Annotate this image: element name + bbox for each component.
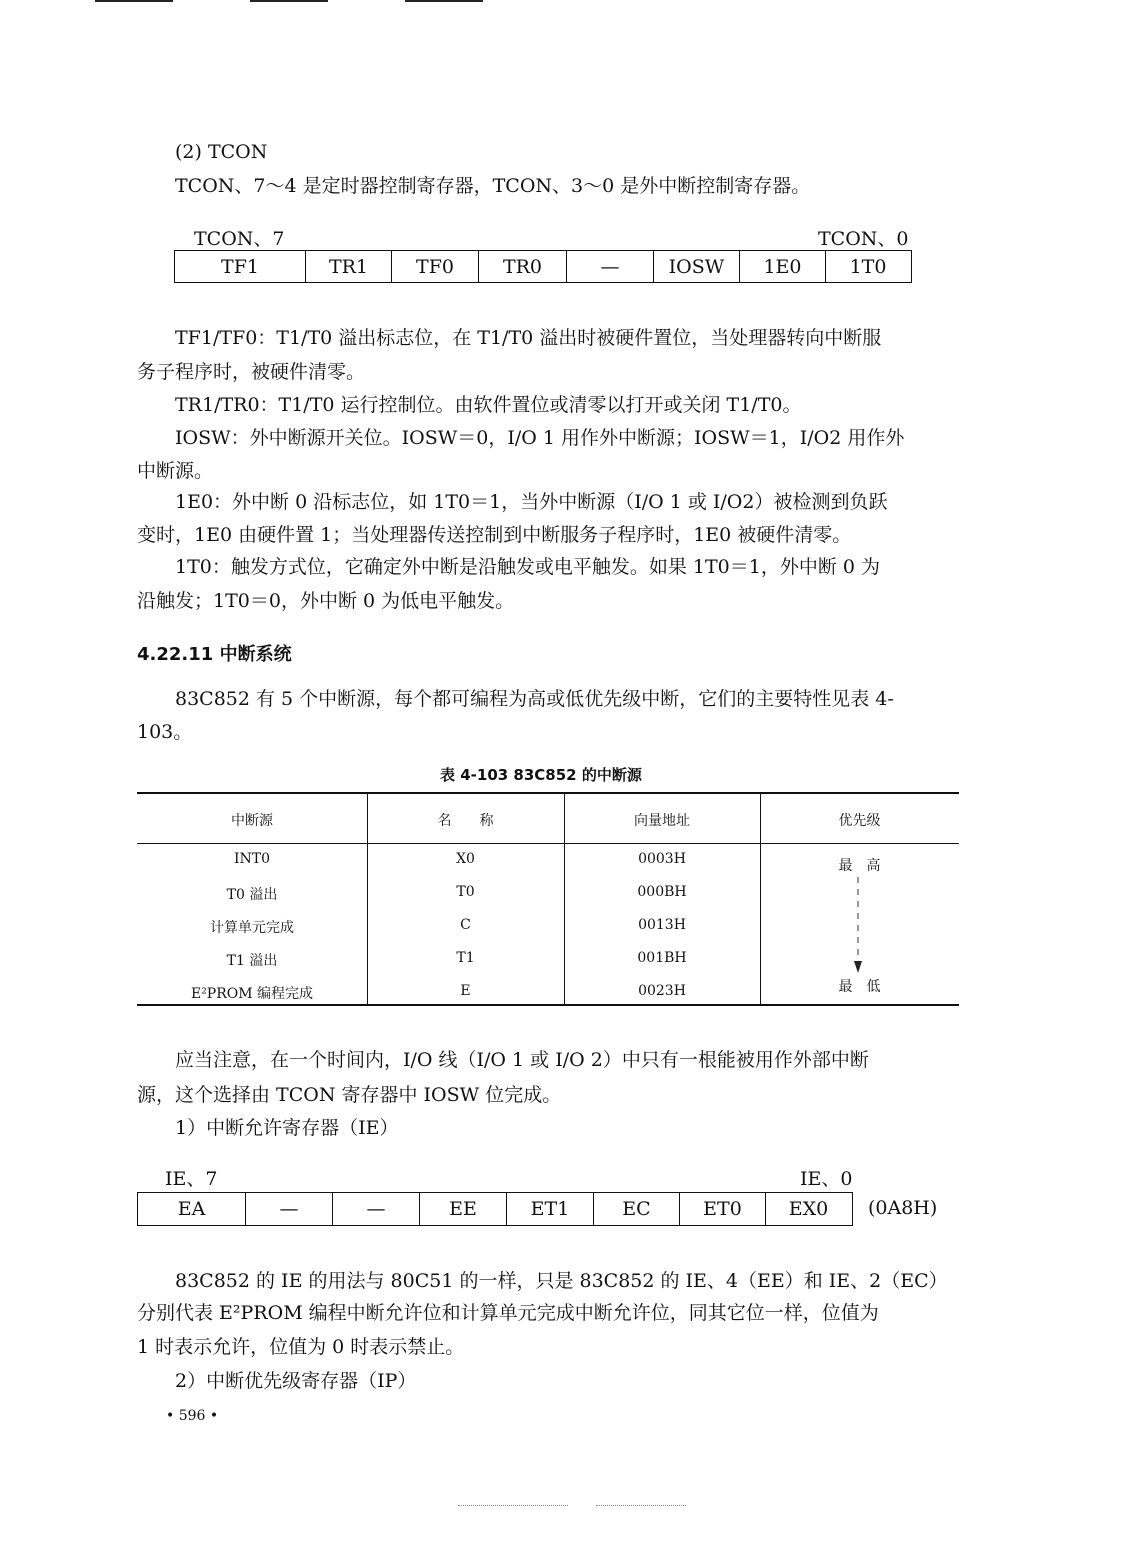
table-cell-vector: 000BH <box>637 884 687 900</box>
tf-desc-line2: 务子程序时，被硬件清零。 <box>137 361 366 383</box>
section-heading: 4.22.11 中断系统 <box>137 644 292 665</box>
intro-line1: 83C852 有 5 个中断源，每个都可编程为高或低优先级中断，它们的主要特性见表 4- <box>175 688 894 710</box>
tcon-label-right: TCON、0 <box>818 228 909 250</box>
it0-desc-line1: 1T0：触发方式位，它确定外中断是沿触发或电平触发。如果 1T0＝1，外中断 0 为 <box>175 556 880 578</box>
iosw-desc-line2: 中断源。 <box>137 460 214 482</box>
ie-address: (0A8H) <box>868 1197 938 1219</box>
tf-desc-line1: TF1/TF0：T1/T0 溢出标志位，在 T1/T0 溢出时被硬件置位，当处理器转向中断服 <box>175 327 882 349</box>
tcon-title: (2) TCON <box>175 141 268 163</box>
priority-highest: 最 高 <box>838 858 881 874</box>
ie-bit-1: ET0 <box>680 1193 766 1225</box>
ie-label-right: IE、0 <box>800 1168 853 1190</box>
ie-bit-2: EC <box>594 1193 680 1225</box>
table-cell-vector: 0003H <box>638 851 686 867</box>
table-cell-vector: 001BH <box>637 950 687 966</box>
priority-arrow-icon <box>852 875 864 975</box>
ie-bit-0: EX0 <box>788 1198 829 1220</box>
table-cell-name: T1 <box>456 950 475 966</box>
table-header-name: 名 称 <box>437 813 494 829</box>
intro-line2: 103。 <box>137 721 193 743</box>
note-line2: 源，这个选择由 TCON 寄存器中 IOSW 位完成。 <box>137 1084 562 1106</box>
table-bottom-rule <box>137 1004 959 1006</box>
ie-desc-line1: 83C852 的 IE 的用法与 80C51 的一样，只是 83C852 的 IE、4（EE）和 IE、2（EC） <box>175 1270 948 1292</box>
tcon-bit-6: TR1 <box>306 251 392 282</box>
table-cell-name: E <box>460 983 471 999</box>
priority-lowest: 最 低 <box>838 979 881 995</box>
table-cell-source: 计算单元完成 <box>210 920 294 936</box>
ie-bit-6: — <box>246 1193 333 1225</box>
table-header-priority: 优先级 <box>838 813 881 829</box>
note-line1: 应当注意，在一个时间内，I/O 线（I/O 1 或 I/O 2）中只有一根能被用作外部中断 <box>175 1049 869 1071</box>
tcon-bit-1: 1E0 <box>740 251 826 282</box>
table-cell-name: T0 <box>456 884 475 900</box>
tcon-bit-4: TR0 <box>479 251 567 282</box>
ie-title: 1）中断允许寄存器（IE） <box>175 1117 399 1139</box>
table-top-rule <box>137 792 959 794</box>
ie-desc-line2: 分别代表 E²PROM 编程中断允许位和计算单元完成中断允许位，同其它位一样，位值为 <box>137 1302 879 1324</box>
iosw-desc-line1: IOSW：外中断源开关位。IOSW＝0，I/O 1 用作外中断源；IOSW＝1，I/O2 用作外 <box>175 427 905 449</box>
ie-desc-line3: 1 时表示允许，位值为 0 时表示禁止。 <box>137 1336 465 1358</box>
table-cell-name: C <box>460 917 471 933</box>
table-cell-vector: 0023H <box>638 983 686 999</box>
ie-bit-3: ET1 <box>507 1193 594 1225</box>
table-cell-source: T0 溢出 <box>226 887 278 903</box>
table-header-rule <box>137 843 959 844</box>
page-number: • 596 • <box>166 1408 219 1424</box>
table-cell-name: X0 <box>456 851 475 867</box>
top-rule-3 <box>405 0 483 2</box>
table-header-vector: 向量地址 <box>634 813 690 829</box>
tcon-bit-5: TF0 <box>392 251 479 282</box>
tcon-description: TCON、7～4 是定时器控制寄存器，TCON、3～0 是外中断控制寄存器。 <box>175 175 811 197</box>
tcon-bit-3: — <box>567 251 654 282</box>
top-rule-1 <box>95 0 173 2</box>
table-cell-vector: 0013H <box>638 917 686 933</box>
ie-bit-4: EE <box>420 1193 507 1225</box>
ie-register <box>137 1192 853 1226</box>
tcon-register <box>174 250 912 283</box>
table-header-source: 中断源 <box>231 813 273 829</box>
table-cell-source: INT0 <box>233 851 271 867</box>
it0-desc-line2: 沿触发；1T0＝0，外中断 0 为低电平触发。 <box>137 590 515 612</box>
ie-label-left: IE、7 <box>165 1168 218 1190</box>
bottom-dots-2 <box>596 1505 686 1506</box>
ie0-desc-line2: 变时，1E0 由硬件置 1；当处理器传送控制到中断服务子程序时，1E0 被硬件清零。 <box>137 524 852 546</box>
ie-bit-7: EA <box>138 1193 246 1225</box>
tcon-bit-0: 1T0 <box>849 255 887 278</box>
table-cell-source: T1 溢出 <box>226 953 278 969</box>
table-cell-source: E²PROM 编程完成 <box>190 986 314 1002</box>
tcon-bit-2: IOSW <box>654 251 740 282</box>
tcon-label-left: TCON、7 <box>194 228 285 250</box>
top-rule-2 <box>250 0 328 2</box>
tr-desc: TR1/TR0：T1/T0 运行控制位。由软件置位或清零以打开或关闭 T1/T0。 <box>175 394 802 416</box>
ie-bit-5: — <box>333 1193 420 1225</box>
bottom-dots-1 <box>458 1505 568 1506</box>
table-caption: 表 4-103 83C852 的中断源 <box>440 766 642 784</box>
ie0-desc-line1: 1E0：外中断 0 沿标志位，如 1T0＝1，当外中断源（I/O 1 或 I/O2）被检测到负跃 <box>175 491 888 513</box>
tcon-bit-7: TF1 <box>175 251 306 282</box>
ip-title: 2）中断优先级寄存器（IP） <box>175 1370 417 1392</box>
